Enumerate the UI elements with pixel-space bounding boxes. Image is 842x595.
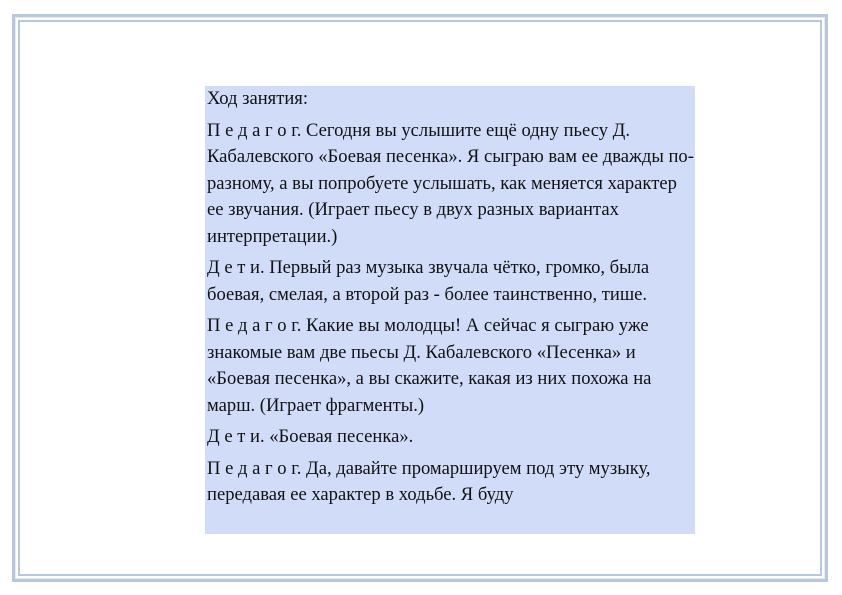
paragraph-children-1: Д е т и. Первый раз музыка звучала чётко, громко, была боевая, смелая, а второй раз - более таинственно, тише. — [207, 257, 650, 305]
paragraph-teacher-2: П е д а г о г. Какие вы молодцы! А сейчас я сыграю уже знакомые вам две пьесы Д. Кабалевского «Песенка» и «Боевая песенка», а вы скажите, какая из них похожа на марш. (Играет фрагменты.) — [207, 315, 652, 416]
paragraph-teacher-3: П е д а г о г. Да, давайте промаршируем под эту музыку, передавая ее характер в ходьбе. Я буду — [207, 457, 651, 505]
lesson-heading: Ход занятия: — [207, 88, 309, 109]
paragraph-teacher-1: П е д а г о г. Сегодня вы услышите ещё одну пьесу Д. Кабалевского «Боевая песенка». Я сыграю вам ее дважды по-разному, а вы попробуете услышать, как меняется характер ее звучания. (Играет пьесу в двух разных вариантах интерпретации.) — [207, 119, 694, 247]
lesson-text-block — [205, 86, 695, 534]
paragraph-children-2: Д е т и. «Боевая песенка». — [207, 426, 414, 447]
